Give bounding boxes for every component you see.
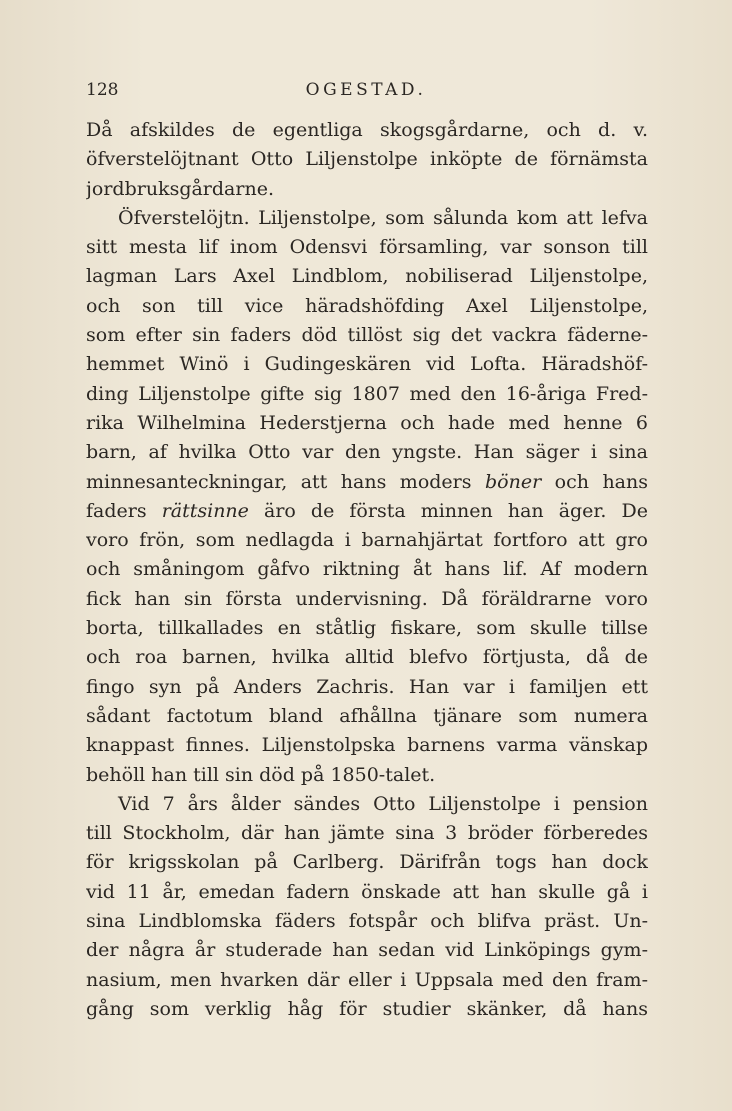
- page-number: 128: [86, 80, 119, 100]
- text-line: fingo syn på Anders Zachris. Han var i familjen ett: [86, 675, 648, 698]
- running-head: OGESTAD.: [305, 80, 427, 100]
- text-line-with-emphasis: [86, 468, 648, 497]
- text-line: knappast finnes. Liljenstolpska barnens varma vänskap: [86, 734, 648, 757]
- text-line: der några år studerade han sedan vid Linköpings gym-: [86, 939, 648, 962]
- text-line: gång som verklig håg för studier skänker, då hans: [86, 997, 648, 1020]
- body-text: [86, 116, 648, 1024]
- text-line: Vid 7 års ålder sändes Otto Liljenstolpe i pension: [118, 792, 648, 815]
- emphasized-word: rättsinne: [161, 499, 249, 522]
- text-line: som efter sin faders död tillöst sig det vackra fäderne-: [86, 324, 648, 347]
- text-line: voro frön, som nedlagda i barnahjärtat fortforo att gro: [86, 529, 648, 552]
- page-header: [86, 80, 646, 104]
- text-line: ding Liljenstolpe gifte sig 1807 med den 16-åriga Fred-: [86, 382, 648, 405]
- line-text: och hans: [554, 470, 648, 493]
- emphasized-word: böner: [485, 470, 542, 493]
- text-line: sina Lindblomska fäders fotspår och blifva präst. Un-: [86, 910, 648, 933]
- text-line: och son till vice häradshöfding Axel Liljenstolpe,: [86, 294, 648, 317]
- text-line: hemmet Winö i Gudingeskären vid Lofta. Häradshöf-: [86, 353, 648, 376]
- text-line: barn, af hvilka Otto var den yngste. Han säger i sina: [86, 441, 648, 464]
- text-line: vid 11 år, emedan fadern önskade att han skulle gå i: [86, 880, 648, 903]
- line-text: faders: [86, 499, 147, 522]
- text-line: lagman Lars Axel Lindblom, nobiliserad Liljenstolpe,: [86, 265, 648, 288]
- text-line: till Stockholm, där han jämte sina 3 bröder förberedes: [86, 822, 648, 845]
- text-line: sitt mesta lif inom Odensvi församling, var sonson till: [86, 236, 648, 259]
- text-line-with-emphasis: [86, 497, 648, 526]
- text-line: öfverstelöjtnant Otto Liljenstolpe inköpte de förnämsta: [86, 148, 648, 171]
- text-line: och roa barnen, hvilka alltid blefvo förtjusta, då de: [86, 646, 648, 669]
- text-line: Då afskildes de egentliga skogsgårdarne, och d. v.: [86, 119, 648, 141]
- text-line: rika Wilhelmina Hederstjerna och hade med henne 6: [86, 411, 648, 434]
- text-line: sådant factotum bland afhållna tjänare som numera: [86, 704, 648, 727]
- line-text: äro de första minnen han äger. De: [264, 499, 648, 522]
- line-text: minnesanteckningar, att hans moders: [86, 470, 472, 493]
- text-line: behöll han till sin död på 1850-talet.: [86, 763, 436, 786]
- text-line: borta, tillkallades en ståtlig fiskare, som skulle tillse: [86, 617, 648, 640]
- text-line: nasium, men hvarken där eller i Uppsala med den fram-: [86, 968, 648, 991]
- text-line: jordbruksgårdarne.: [86, 177, 274, 200]
- text-line: fick han sin första undervisning. Då föräldrarne voro: [86, 587, 648, 610]
- text-line: Öfverstelöjtn. Liljenstolpe, som sålunda kom att lefva: [118, 206, 648, 229]
- text-line: för krigsskolan på Carlberg. Därifrån togs han dock: [86, 851, 648, 874]
- text-line: och småningom gåfvo riktning åt hans lif. Af modern: [86, 558, 648, 581]
